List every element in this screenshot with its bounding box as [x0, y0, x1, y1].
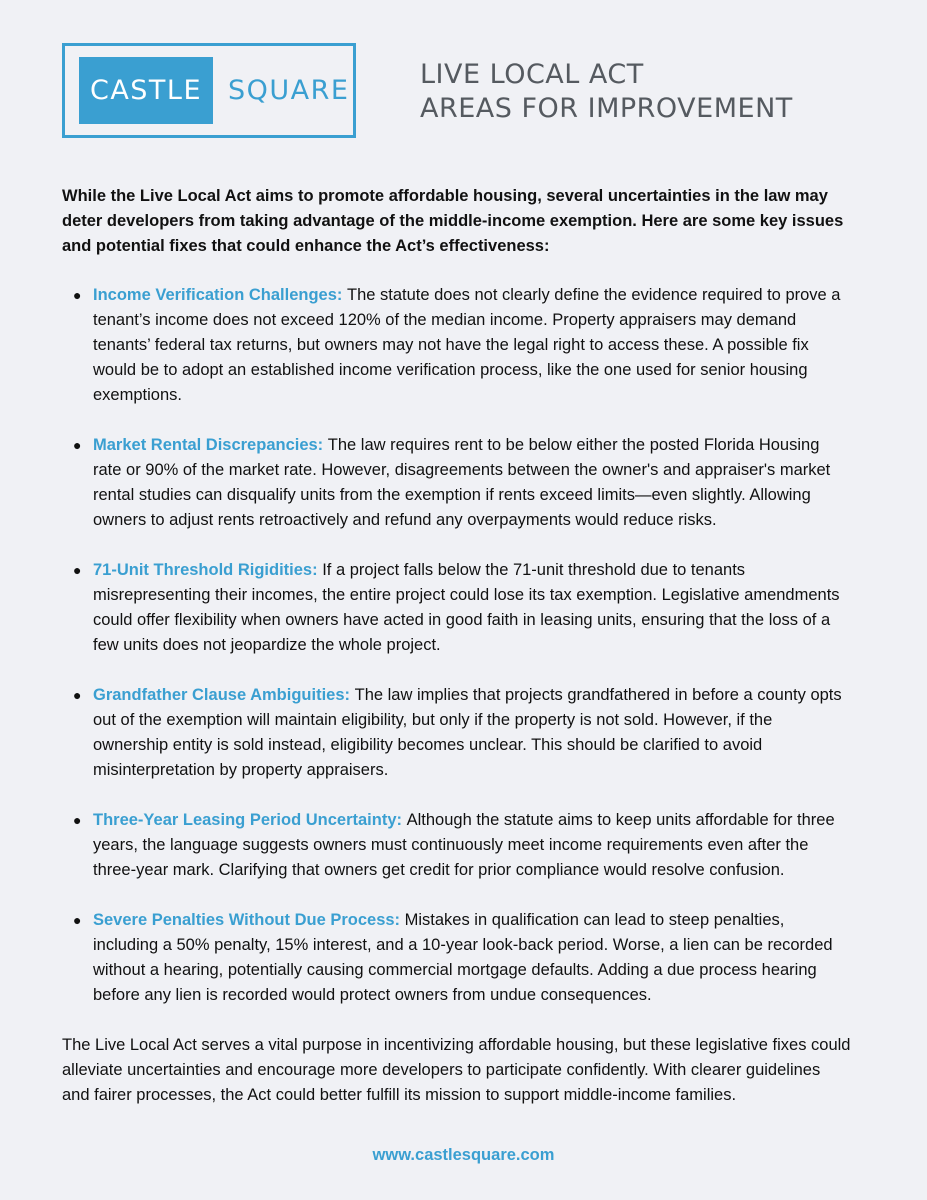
- bullet-icon: ●: [73, 287, 82, 303]
- issue-title: Severe Penalties Without Due Process:: [93, 911, 405, 929]
- castle-square-logo: [62, 43, 356, 138]
- issue-item-income-verification: [62, 283, 852, 408]
- issue-text: The statute does not clearly define the evidence required to prove a tenant’s income does not exceed 120% of the median income. Property appraisers may demand tenants’ federal tax returns, but owners may not have the legal right to access these. A possible fix would be to adopt an established income verification process, like the one used for senior housing exemptions.: [93, 286, 841, 404]
- bullet-icon: ●: [73, 562, 82, 578]
- document-title-line-1: LIVE LOCAL ACT: [420, 59, 644, 90]
- issue-text: If a project falls below the 71-unit threshold due to tenants misrepresenting their incomes, the entire project could lose its tax exemption. Legislative amendments could offer flexibility when owners have acted in good faith in leasing units, ensuring that the loss of a few units does not jeopardize the whole project.: [93, 561, 840, 654]
- intro-paragraph: While the Live Local Act aims to promote affordable housing, several uncertainties in the law may deter developers from taking advantage of the middle-income exemption. Here are some key issues and potential fixes that could enhance the Act’s effectiveness:: [62, 187, 844, 255]
- issue-item-severe-penalties: [62, 908, 852, 1008]
- issue-text: Although the statute aims to keep units affordable for three years, the language suggests owners must continuously meet income requirements even after the three-year mark. Clarifying that owners get credit for prior compliance would resolve confusion.: [93, 811, 835, 879]
- bullet-icon: ●: [73, 912, 82, 928]
- document-title: [420, 58, 793, 126]
- bullet-icon: ●: [73, 437, 82, 453]
- issue-text: Mistakes in qualification can lead to steep penalties, including a 50% penalty, 15% interest, and a 10-year look-back period. Worse, a lien can be recorded without a hearing, potentially causing commercial mortgage defaults. Adding a due process hearing before any lien is recorded would protect owners from undue consequences.: [93, 911, 833, 1004]
- bullet-icon: ●: [73, 812, 82, 828]
- issue-text: The law implies that projects grandfathered in before a county opts out of the exemption will maintain eligibility, but only if the property is not sold. However, if the ownership entity is sold instead, eligibility becomes unclear. This should be clarified to avoid misinterpretation by property appraisers.: [93, 686, 842, 779]
- logo-square-text: SQUARE: [228, 75, 350, 106]
- issue-text: The law requires rent to be below either the posted Florida Housing rate or 90% of the market rate. However, disagreements between the owner's and appraiser's market rental studies can disqualify units from the exemption if rents exceed limits—even slightly. Allowing owners to adjust rents retroactively and refund any overpayments would reduce risks.: [93, 436, 831, 529]
- issue-title: Market Rental Discrepancies:: [93, 436, 328, 454]
- issue-item-grandfather-clause: [62, 683, 852, 783]
- issue-item-market-rental: [62, 433, 852, 533]
- issue-title: Three-Year Leasing Period Uncertainty:: [93, 811, 407, 829]
- document-title-line-2: AREAS FOR IMPROVEMENT: [420, 93, 793, 124]
- conclusion-paragraph: The Live Local Act serves a vital purpose in incentivizing affordable housing, but these legislative fixes could alleviate uncertainties and encourage more developers to participate confidently. With clearer guidelines and fairer processes, the Act could better fulfill its mission to support middle-income families.: [62, 1036, 851, 1104]
- issue-title: Income Verification Challenges:: [93, 286, 347, 304]
- issue-item-unit-threshold: [62, 558, 852, 658]
- logo-castle-block: CASTLE: [79, 57, 213, 124]
- issue-title: Grandfather Clause Ambiguities:: [93, 686, 355, 704]
- website-link[interactable]: www.castlesquare.com: [372, 1146, 555, 1164]
- issue-item-leasing-period: [62, 808, 852, 883]
- bullet-icon: ●: [73, 687, 82, 703]
- issues-list: [62, 283, 852, 1033]
- issue-title: 71-Unit Threshold Rigidities:: [93, 561, 323, 579]
